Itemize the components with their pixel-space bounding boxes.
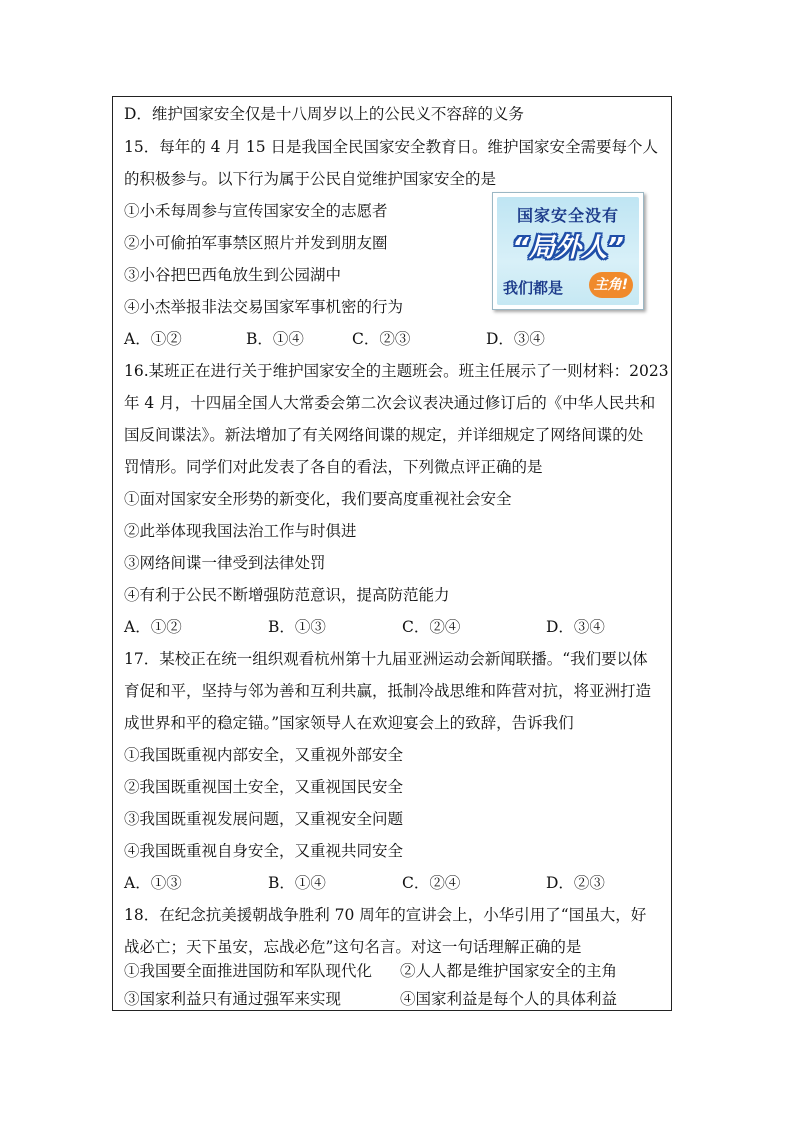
q18-stem-line-2: 战必亡；天下虽安，忘战必危”这句名言。对这一句话理解正确的是: [124, 938, 582, 956]
q15-stem-line-1: 15．每年的 4 月 15 日是我国全民国家安全教育日。维护国家安全需要每个人: [124, 138, 659, 156]
q17-option-a: A．①③: [124, 874, 182, 892]
q16-statement-1: ①面对国家安全形势的新变化，我们要高度重视社会安全: [124, 490, 512, 508]
q14-option-d: D．维护国家安全仅是十八周岁以上的公民义不容辞的义务: [124, 105, 524, 123]
q17-statement-1: ①我国既重视内部安全，又重视外部安全: [124, 746, 404, 764]
q18-statement-2: ②人人都是维护国家安全的主角: [400, 962, 618, 980]
q15-option-c: C．②③: [352, 330, 411, 348]
q18-statement-4: ④国家利益是每个人的具体利益: [400, 990, 618, 1008]
q16-option-d: D．③④: [546, 618, 605, 636]
poster-line-1: 国家安全没有: [516, 206, 619, 225]
poster-badge: 主角!: [589, 272, 633, 298]
q16-stem-line-1: 16.某班正在进行关于维护国家安全的主题班会。班主任展示了一则材料：2023: [124, 362, 669, 380]
q17-statement-3: ③我国既重视发展问题，又重视安全问题: [124, 810, 404, 828]
q16-stem-line-3: 国反间谍法》。新法增加了有关网络间谍的规定，并详细规定了网络间谍的处: [124, 426, 644, 444]
q18-statement-3: ③国家利益只有通过强军来实现: [124, 990, 342, 1008]
q15-statement-1: ①小禾每周参与宣传国家安全的志愿者: [124, 202, 388, 220]
q17-stem-line-3: 成世界和平的稳定锚。”国家领导人在欢迎宴会上的致辞，告诉我们: [124, 714, 574, 732]
poster-line-2: “局外人”: [512, 233, 624, 263]
q16-statement-2: ②此举体现我国法治工作与时俱进: [124, 522, 357, 540]
q17-option-c: C．②④: [402, 874, 461, 892]
q16-statement-4: ④有利于公民不断增强防范意识，提高防范能力: [124, 586, 450, 604]
q16-stem-line-4: 罚情形。同学们对此发表了各自的看法，下列微点评正确的是: [124, 458, 543, 476]
q17-option-d: D．②③: [546, 874, 605, 892]
q16-stem-line-2: 年 4 月，十四届全国人大常委会第二次会议表决通过修订后的《中华人民共和: [124, 394, 656, 412]
q18-statement-1: ①我国要全面推进国防和军队现代化: [124, 962, 373, 980]
national-security-poster: [492, 192, 644, 310]
q17-statement-4: ④我国既重视自身安全，又重视共同安全: [124, 842, 404, 860]
q16-option-c: C．②④: [402, 618, 461, 636]
q18-stem-line-1: 18．在纪念抗美援朝战争胜利 70 周年的宣讲会上，小华引用了“国虽大，好: [124, 906, 647, 924]
q15-stem-line-2: 的积极参与。以下行为属于公民自觉维护国家安全的是: [124, 170, 497, 188]
q15-statement-2: ②小可偷拍军事禁区照片并发到朋友圈: [124, 234, 388, 252]
q17-stem-line-2: 育促和平，坚持与邻为善和互利共赢，抵制冷战思维和阵营对抗，将亚洲打造: [124, 682, 652, 700]
poster-line-3: 我们都是: [503, 279, 564, 297]
q16-option-a: A．①②: [124, 618, 182, 636]
q15-option-d: D．③④: [486, 330, 545, 348]
q17-statement-2: ②我国既重视国土安全，又重视国民安全: [124, 778, 404, 796]
q15-statement-4: ④小杰举报非法交易国家军事机密的行为: [124, 298, 404, 316]
q15-option-b: B．①④: [246, 330, 304, 348]
q15-statement-3: ③小谷把巴西龟放生到公园湖中: [124, 266, 342, 284]
q17-stem-line-1: 17．某校正在统一组织观看杭州第十九届亚洲运动会新闻联播。“我们要以体: [124, 650, 648, 668]
q17-option-b: B．①④: [268, 874, 326, 892]
q16-option-b: B．①③: [268, 618, 326, 636]
q16-statement-3: ③网络间谍一律受到法律处罚: [124, 554, 326, 572]
q15-option-a: A．①②: [124, 330, 182, 348]
